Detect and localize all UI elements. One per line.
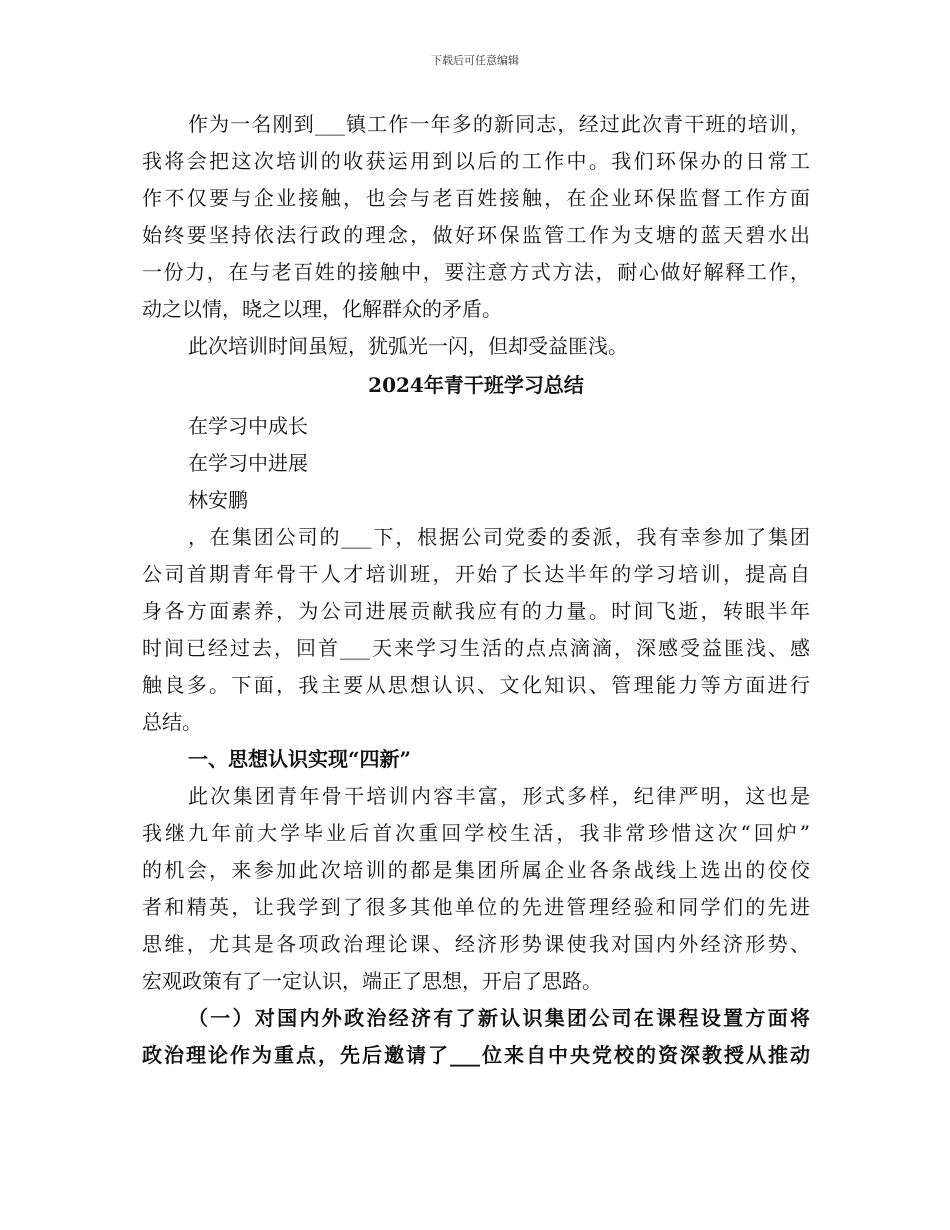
paragraph-line: 者和精英，让我学到了很多其他单位的先进管理经验和同学们的先进 (142, 895, 810, 919)
paragraph-line: 思维，尤其是各项政治理论课、经济形势课使我对国内外经济形势、 (142, 932, 810, 956)
document-title: 2024年青干班学习总结 (368, 373, 584, 397)
paragraph-line: 动之以情，晓之以理，化解群众的矛盾。 (142, 297, 502, 321)
paragraph-line: 始终要坚持依法行政的理念，做好环保监管工作为支塘的蓝天碧水出 (142, 223, 810, 247)
subsection-heading-line: 政治理论作为重点，先后邀请了___位来自中央党校的资深教授从推动 (142, 1043, 810, 1067)
paragraph-line: 宏观政策有了一定认识，端正了思想，开启了思路。 (142, 969, 602, 993)
paragraph-line: 时间已经过去，回首___天来学习生活的点点滴滴，深感受益匪浅、感 (142, 636, 810, 660)
section-heading: 一、思想认识实现“四新” (188, 747, 412, 771)
paragraph-line: 触良多。下面，我主要从思想认识、文化知识、管理能力等方面进行 (142, 673, 810, 697)
document-body (142, 106, 810, 1074)
subsection-heading-line: （一）对国内外政治经济有了新认识集团公司在课程设置方面将 (188, 1006, 810, 1030)
paragraph-line: 总结。 (142, 710, 202, 734)
paragraph-line: 我将会把这次培训的收获运用到以后的工作中。我们环保办的日常工 (142, 149, 810, 173)
paragraph-line: 公司首期青年骨干人才培训班，开始了长达半年的学习培训，提高自 (142, 562, 810, 586)
subtitle-line: 在学习中成长 (188, 414, 308, 438)
paragraph-line: 作不仅要与企业接触，也会与老百姓接触，在企业环保监督工作方面 (142, 186, 810, 210)
paragraph-line: 作为一名刚到___镇工作一年多的新同志，经过此次青干班的培训， (188, 112, 810, 136)
paragraph-line: ，在集团公司的___下，根据公司党委的委派，我有幸参加了集团 (188, 525, 810, 549)
paragraph-line: 我继九年前大学毕业后首次重回学校生活，我非常珍惜这次“回炉” (142, 821, 810, 845)
paragraph-line: 此次培训时间虽短，犹弧光一闪，但却受益匪浅。 (188, 334, 628, 358)
paragraph-line: 的机会，来参加此次培训的都是集团所属企业各条战线上选出的佼佼 (142, 858, 810, 882)
paragraph-line: 身各方面素养，为公司进展贡献我应有的力量。时间飞逝，转眼半年 (142, 599, 810, 623)
author-name: 林安鹏 (188, 488, 248, 512)
paragraph-line: 一份力，在与老百姓的接触中，要注意方式方法，耐心做好解释工作， (142, 260, 810, 284)
paragraph-line: 此次集团青年骨干培训内容丰富，形式多样，纪律严明，这也是 (188, 784, 810, 808)
page-header: 下载后可任意编辑 (431, 54, 519, 67)
subtitle-line: 在学习中进展 (188, 451, 308, 475)
